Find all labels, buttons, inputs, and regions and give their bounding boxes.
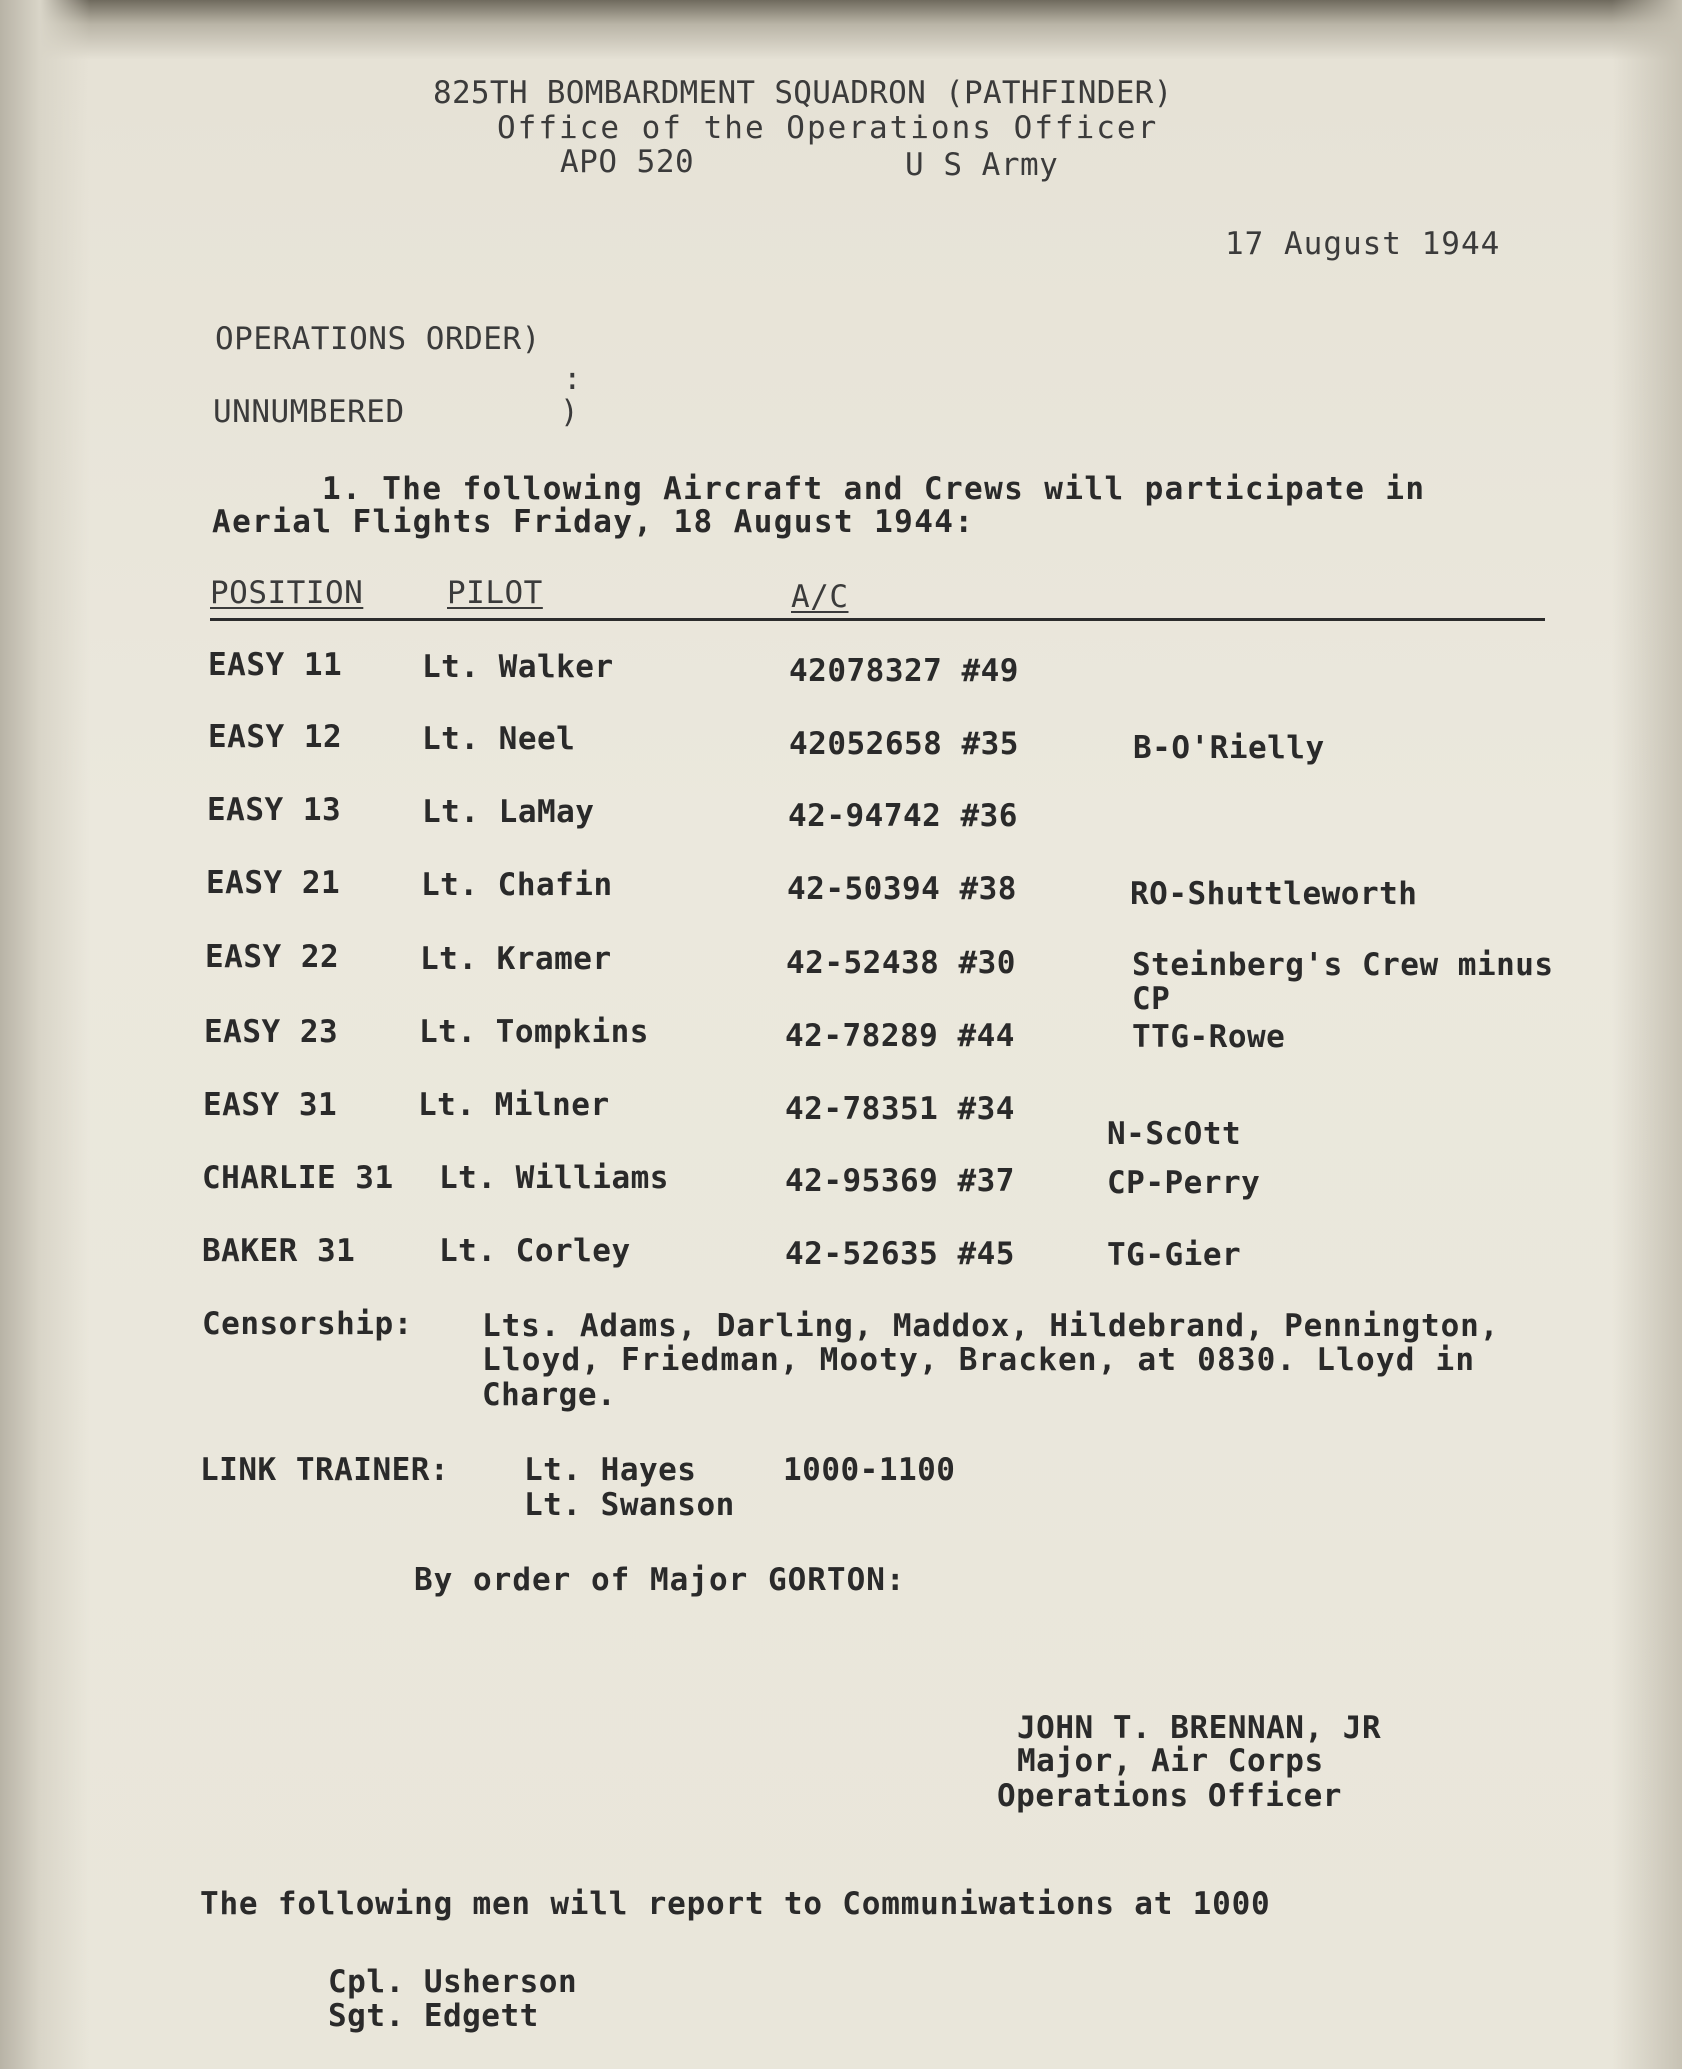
row-4-position: EASY 21	[206, 865, 341, 901]
footer-instruction: The following men will report to Communiwations at 1000	[200, 1886, 1271, 1922]
footer-man-1: Cpl. Usherson	[328, 1964, 578, 2000]
row-7-pilot: Lt. Milner	[418, 1087, 610, 1123]
row-2-pilot: Lt. Neel	[422, 721, 576, 757]
header-ac: A/C	[791, 579, 849, 615]
censorship-line-2: Lloyd, Friedman, Mooty, Bracken, at 0830. Lloyd in	[482, 1342, 1476, 1378]
army-heading: U S Army	[905, 147, 1059, 183]
censorship-line-3: Charge.	[482, 1377, 617, 1413]
office-heading: Office of the Operations Officer	[497, 110, 1159, 146]
paragraph-line-1: 1. The following Aircraft and Crews will participate in	[322, 471, 1426, 507]
row-6-position: EASY 23	[204, 1014, 339, 1050]
link-trainer-name-1: Lt. Hayes	[524, 1452, 697, 1488]
row-6-pilot: Lt. Tompkins	[419, 1014, 649, 1050]
order-paren: )	[560, 394, 580, 430]
row-8-pilot: Lt. Williams	[439, 1160, 669, 1196]
row-8-note: CP-Perry	[1107, 1165, 1261, 1201]
censorship-line-1: Lts. Adams, Darling, Maddox, Hildebrand, Pennington,	[482, 1308, 1500, 1344]
row-7-note: N-ScOtt	[1107, 1116, 1242, 1152]
row-9-note: TG-Gier	[1107, 1237, 1242, 1273]
signatory-title: Operations Officer	[997, 1778, 1342, 1814]
paragraph-line-2: Aerial Flights Friday, 18 August 1944:	[212, 504, 975, 540]
row-8-position: CHARLIE 31	[202, 1160, 394, 1196]
header-rule	[210, 618, 1545, 621]
header-position: POSITION	[210, 575, 364, 611]
row-8-aircraft: 42-95369 #37	[785, 1163, 1015, 1199]
row-4-note: RO-Shuttleworth	[1130, 876, 1418, 912]
row-4-aircraft: 42-50394 #38	[787, 871, 1017, 907]
row-6-note: TTG-Rowe	[1132, 1019, 1286, 1055]
row-7-aircraft: 42-78351 #34	[785, 1091, 1015, 1127]
row-5-note: Steinberg's Crew minus	[1132, 947, 1554, 983]
row-4-pilot: Lt. Chafin	[421, 867, 613, 903]
footer-man-2: Sgt. Edgett	[328, 1998, 539, 2034]
row-1-position: EASY 11	[208, 647, 343, 683]
row-5-pilot: Lt. Kramer	[420, 941, 612, 977]
squadron-heading: 825TH BOMBARDMENT SQUADRON (PATHFINDER)	[433, 75, 1173, 111]
document-date: 17 August 1944	[1225, 226, 1501, 262]
order-number: UNNUMBERED	[213, 394, 405, 430]
by-order-line: By order of Major GORTON:	[414, 1562, 906, 1598]
row-3-position: EASY 13	[207, 792, 342, 828]
header-pilot: PILOT	[447, 575, 543, 611]
order-colon: :	[563, 361, 583, 397]
row-7-position: EASY 31	[203, 1087, 338, 1123]
row-2-note: B-O'Rielly	[1133, 730, 1325, 766]
row-5-position: EASY 22	[205, 939, 340, 975]
link-trainer-label: LINK TRAINER:	[200, 1452, 450, 1488]
link-trainer-time: 1000-1100	[783, 1452, 956, 1488]
apo-number: APO 520	[560, 144, 695, 180]
row-9-pilot: Lt. Corley	[439, 1233, 631, 1269]
row-3-aircraft: 42-94742 #36	[788, 798, 1018, 834]
row-5-note-continued: CP	[1132, 981, 1171, 1017]
signatory-name: JOHN T. BRENNAN, JR	[1017, 1710, 1382, 1746]
link-trainer-name-2: Lt. Swanson	[524, 1487, 735, 1523]
row-1-aircraft: 42078327 #49	[789, 653, 1019, 689]
row-9-position: BAKER 31	[202, 1233, 356, 1269]
signatory-rank: Major, Air Corps	[1017, 1743, 1324, 1779]
row-5-aircraft: 42-52438 #30	[786, 945, 1016, 981]
row-2-aircraft: 42052658 #35	[789, 726, 1019, 762]
row-2-position: EASY 12	[208, 719, 343, 755]
row-3-pilot: Lt. LaMay	[422, 794, 595, 830]
order-title: OPERATIONS ORDER)	[215, 321, 541, 357]
row-6-aircraft: 42-78289 #44	[785, 1018, 1015, 1054]
censorship-label: Censorship:	[202, 1306, 413, 1342]
row-1-pilot: Lt. Walker	[422, 649, 614, 685]
row-9-aircraft: 42-52635 #45	[785, 1236, 1015, 1272]
